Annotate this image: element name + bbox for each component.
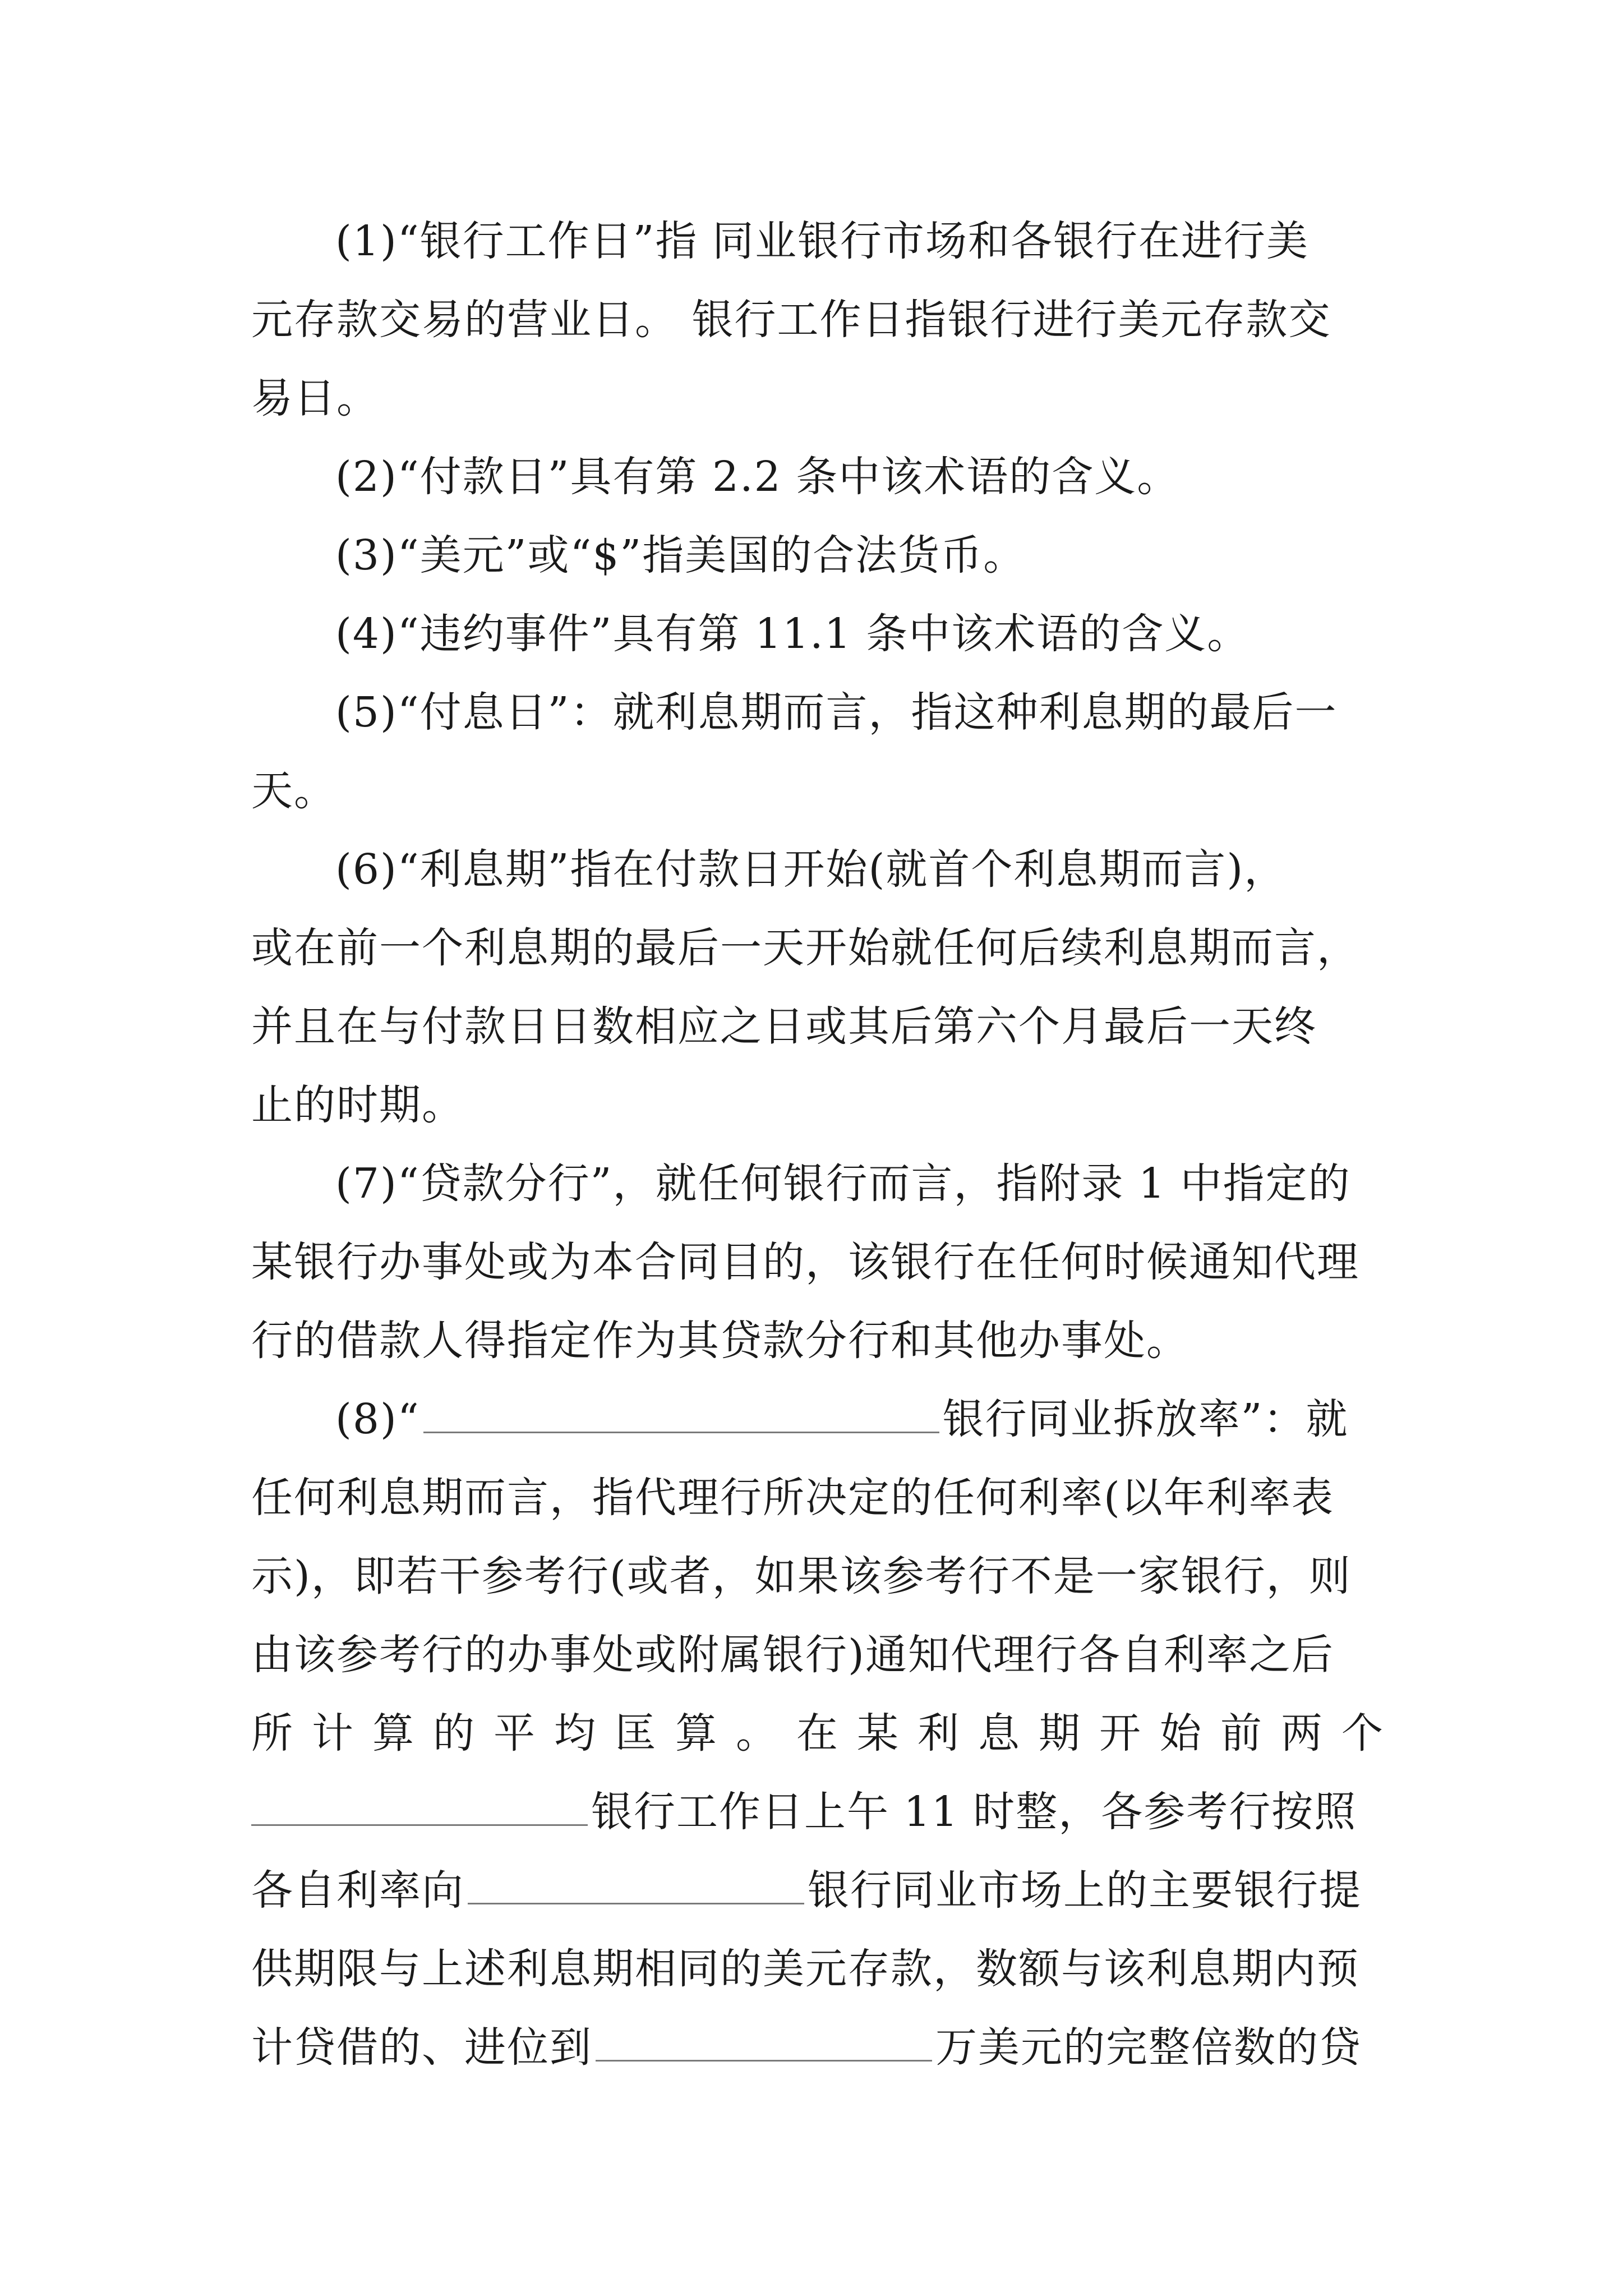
def-8-line-6 — [251, 1773, 1357, 1851]
def-6-line-4: 止的时期。 — [251, 1081, 464, 1129]
spread-char: 计 — [312, 1709, 354, 1757]
def-4: (4)“违约事件”具有第 11.1 条中该术语的含义。 — [335, 610, 1250, 658]
spread-char: 某 — [857, 1709, 900, 1757]
spread-char: 算 — [372, 1709, 415, 1757]
blank-amount[interactable] — [596, 2021, 932, 2062]
def-8-line-3: 示)，即若干参考行(或者，如果该参考行不是一家银行，则 — [251, 1552, 1352, 1600]
def-8-line-5 — [251, 1694, 1384, 1773]
spread-char: 的 — [433, 1709, 476, 1757]
spread-char: 期 — [1039, 1709, 1081, 1757]
def-7-line-3: 行的借款人得指定作为其贷款分行和其他办事处。 — [251, 1317, 1189, 1365]
spread-char: 均 — [554, 1709, 597, 1757]
spread-char: 两 — [1281, 1709, 1324, 1757]
blank-market-1[interactable] — [251, 1785, 588, 1826]
def-8-line-1 — [335, 1380, 1349, 1458]
def-1-line-2: 元存款交易的营业日。 银行工作日指银行进行美元存款交 — [251, 296, 1331, 344]
def-8-line-8: 供期限与上述利息期相同的美元存款，数额与该利息期内预 — [251, 1945, 1359, 1993]
def-1-line-1: (1)“银行工作日”指 同业银行市场和各银行在进行美 — [335, 217, 1310, 265]
def-6-line-2: 或在前一个利息期的最后一天开始就任何后续利息期而言， — [251, 924, 1359, 972]
spread-char: 开 — [1099, 1709, 1142, 1757]
def-3: (3)“美元”或“$”指美国的合法货币。 — [335, 531, 1026, 579]
spread-char: 匡 — [615, 1709, 657, 1757]
spread-char: 。 — [736, 1709, 778, 1757]
def-6-line-1: (6)“利息期”指在付款日开始(就首个利息期而言)， — [335, 845, 1287, 894]
spread-char: 所 — [251, 1709, 294, 1757]
spread-char: 个 — [1341, 1709, 1384, 1757]
def-8-line-7 — [251, 1851, 1362, 1930]
def-8-line-9-start: 计贷借的、进位到 — [251, 2023, 592, 2072]
spread-char: 算 — [675, 1709, 718, 1757]
def-8-line-7-start: 各自利率向 — [251, 1866, 464, 1915]
spread-char: 始 — [1160, 1709, 1202, 1757]
def-1-line-3: 易日。 — [251, 374, 379, 422]
def-6-line-3: 并且在与付款日日数相应之日或其后第六个月最后一天终 — [251, 1002, 1317, 1051]
spread-char: 利 — [917, 1709, 960, 1757]
blank-rate-name[interactable] — [423, 1392, 939, 1433]
def-8-line-6-text: 银行工作日上午 11 时整，各参考行按照 — [591, 1788, 1357, 1836]
def-7-line-2: 某银行办事处或为本合同目的，该银行在任何时候通知代理 — [251, 1238, 1359, 1286]
spread-char: 在 — [796, 1709, 839, 1757]
def-8-line-2: 任何利息期而言，指代理行所决定的任何利率(以年利率表 — [251, 1474, 1334, 1522]
def-8-line-9 — [251, 2008, 1362, 2087]
spread-char: 息 — [978, 1709, 1021, 1757]
spread-char: 平 — [494, 1709, 536, 1757]
def-8-line-9-end: 万美元的完整倍数的贷 — [935, 2023, 1362, 2072]
def-8-line-1-end: 银行同业拆放率”：就 — [942, 1395, 1349, 1443]
def-5-line-2: 天。 — [251, 767, 336, 815]
def-5-line-1: (5)“付息日”：就利息期而言，指这种利息期的最后一 — [335, 688, 1338, 737]
def-7-line-1: (7)“贷款分行”，就任何银行而言，指附录 1 中指定的 — [335, 1159, 1351, 1208]
def-2: (2)“付款日”具有第 2.2 条中该术语的含义。 — [335, 453, 1180, 501]
spread-char: 前 — [1220, 1709, 1263, 1757]
def-8-line-1-start: (8)“ — [335, 1395, 420, 1443]
blank-market-2[interactable] — [468, 1864, 804, 1904]
def-8-line-4: 由该参考行的办事处或附属银行)通知代理行各自利率之后 — [251, 1631, 1334, 1679]
def-8-line-7-end: 银行同业市场上的主要银行提 — [808, 1866, 1362, 1915]
